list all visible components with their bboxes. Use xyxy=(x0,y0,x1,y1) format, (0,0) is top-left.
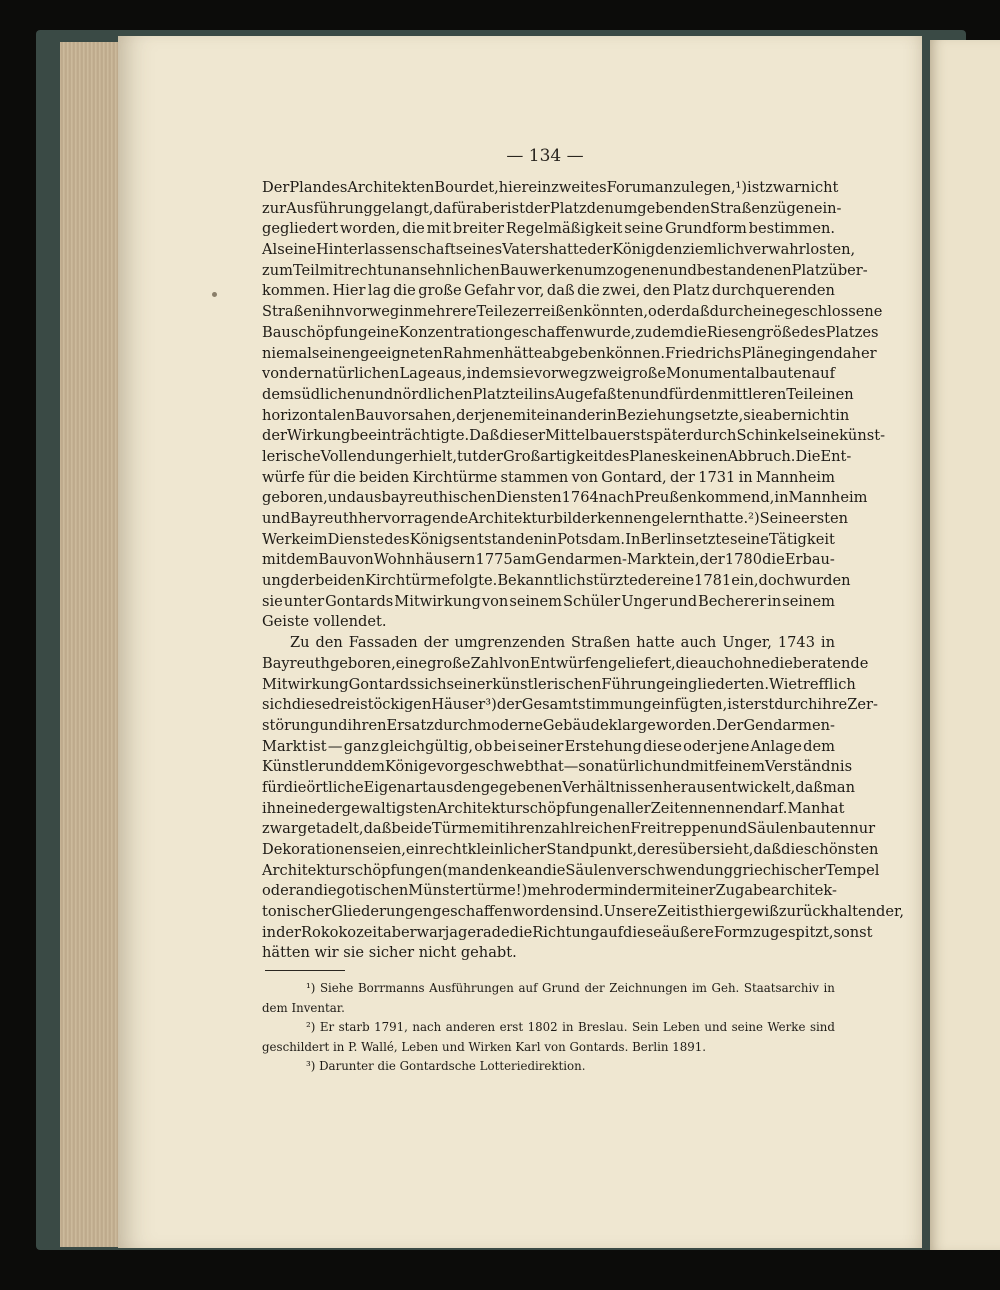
facing-page-edge xyxy=(930,40,1000,1250)
text-line: würfe für die beiden Kirchtürme stammen von Gontard, der 1731 in Mannheim xyxy=(262,468,835,486)
main-text xyxy=(262,178,905,964)
text-line: gegliedert worden, die mit breiter Regelmäßigkeit seine Grundform bestimmen. xyxy=(262,220,835,238)
text-line: Zu den Fassaden der umgrenzenden Straßen hatte auch Unger, 1743 in xyxy=(290,634,835,652)
text-line: dem südlichen und nördlichen Platzteil ins Auge faßten und für den mittleren Teil einen xyxy=(262,385,854,403)
text-line: horizontalen Bau vorsahen, der jene miteinander in Beziehung setzte, sie aber nicht in xyxy=(262,406,850,424)
page-number: — 134 — xyxy=(506,146,584,166)
text-line: Als eine Hinterlassenschaft seines Vaters hatte der König den ziemlich verwahrlosten, xyxy=(262,241,856,259)
text-line: Bayreuth geboren, eine große Zahl von Entwürfen geliefert, die auch ohne die beratende xyxy=(262,654,869,672)
footnotes xyxy=(262,979,835,1077)
text-line: von der natürlichen Lage aus, in dem sie vorweg zwei große Monumentalbauten auf xyxy=(262,365,835,383)
text-line: ung der beiden Kirchtürme folgte. Bekanntlich stürzte der eine 1781 ein, doch wurden xyxy=(262,572,851,590)
text-line: hätten wir sie sicher nicht gehabt. xyxy=(262,944,517,962)
text-line: Markt ist — ganz gleichgültig, ob bei seiner Erstehung diese oder jene Anlage dem xyxy=(262,737,835,755)
footnote-separator xyxy=(265,970,345,971)
text-line: sie unter Gontards Mitwirkung von seinem Schüler Unger und Becherer in seinem xyxy=(262,592,835,610)
text-line: Architekturschöpfungen (man denke an die Säulenverschwendung griechischer Tempel xyxy=(262,861,880,879)
text-line: der Wirkung beeinträchtigte. Daß dieser Mittelbau erst später durch Schinkel seine künst- xyxy=(262,427,886,445)
text-line: in der Rokokozeit aber war ja gerade die Richtung auf diese äußere Form zugespitzt, sonst xyxy=(262,923,873,941)
text-line: zur Ausführung gelangt, dafür aber ist der Platz den umgebenden Straßenzügen ein- xyxy=(262,199,842,217)
text-line: Mitwirkung Gontards sich seiner künstlerischen Führung eingliederten. Wie trefflich xyxy=(262,675,856,693)
footnote-line: dem Inventar. xyxy=(262,1000,345,1015)
text-line: geboren, und aus bayreuthischen Diensten 1764 nach Preußen kommend, in Mannheim xyxy=(262,489,868,507)
text-line: niemals einen geeigneten Rahmen hätte abgeben können. Friedrichs Pläne gingen daher xyxy=(262,344,877,362)
text-line: Werke im Dienste des Königs entstanden in Potsdam. In Berlin setzte seine Tätigkeit xyxy=(262,530,835,548)
text-line: Bauschöpfung eine Konzentration geschaffen wurde, zu dem die Riesengröße des Platzes xyxy=(262,323,879,341)
text-line: Künstler und dem Könige vorgeschwebt hat — so natürlich und mit feinem Verständnis xyxy=(262,758,853,776)
text-line: lerische Vollendung erhielt, tut der Großartigkeit des Planes keinen Abbruch. Die Ent- xyxy=(262,447,852,465)
text-line: tonischer Gliederungen geschaffen worden sind. Unsere Zeit ist hier gewiß zurückhaltender, xyxy=(262,903,905,921)
footnote-line: ³) Darunter die Gontardsche Lotteriedirektion. xyxy=(306,1059,586,1073)
footnote-line: ¹) Siehe Borrmanns Ausführungen auf Grund der Zeichnungen im Geh. Staatsarchiv in xyxy=(306,981,835,995)
text-line: sich diese dreistöckigen Häuser³) der Gesamtstimmung einfügten, ist erst durch ihre Zer- xyxy=(262,696,878,714)
text-line: Geiste vollendet. xyxy=(262,613,387,631)
footnote-line: ²) Er starb 1791, nach anderen erst 1802 in Breslau. Sein Leben und seine Werke sind xyxy=(306,1020,835,1034)
text-line: Dekorationen seien, ein recht kleinlicher Standpunkt, der es übersieht, daß die schönsten xyxy=(262,841,879,858)
page-edges xyxy=(60,42,126,1247)
paper-spot xyxy=(212,292,217,297)
text-line: kommen. Hier lag die große Gefahr vor, daß die zwei, den Platz durchquerenden xyxy=(262,282,835,300)
text-line: Der Plan des Architekten Bourdet, hier ein zweites Forum anzulegen,¹) ist zwar nicht xyxy=(262,179,839,196)
text-line: für die örtliche Eigenart aus den gegebenen Verhältnissen heraus entwickelt, daß man xyxy=(262,778,855,796)
text-line: mit dem Bau von Wohnhäusern 1775 am Gendarmen-Markt ein, der 1780 die Erbau- xyxy=(262,551,835,569)
text-line: zum Teil mit recht unansehnlichen Bauwerken umzogenen und bestandenen Platz über- xyxy=(262,261,868,279)
text-line: ihn eine der gewaltigsten Architekturschöpfungen aller Zeiten nennen darf. Man hat xyxy=(262,799,845,817)
text-line: oder an die gotischen Münstertürme!) mehr oder minder mit einer Zugabe architek- xyxy=(262,882,837,900)
text-line: zwar getadelt, daß beide Türme mit ihren zahlreichen Freitreppen und Säulenbauten nur xyxy=(262,820,876,838)
footnote-line: geschildert in P. Wallé, Leben und Wirken Karl von Gontards. Berlin 1891. xyxy=(262,1039,707,1054)
text-line: Straßen ihn vorweg in mehrere Teile zerreißen könnten, oder daß durch eine geschlossene xyxy=(262,303,883,321)
text-line: störung und ihren Ersatz durch moderne Gebäude klar geworden. Der Gendarmen- xyxy=(262,716,835,734)
text-line: und Bayreuth hervorragende Architekturbilder kennen gelernt hatte.²) Seine ersten xyxy=(262,510,849,527)
